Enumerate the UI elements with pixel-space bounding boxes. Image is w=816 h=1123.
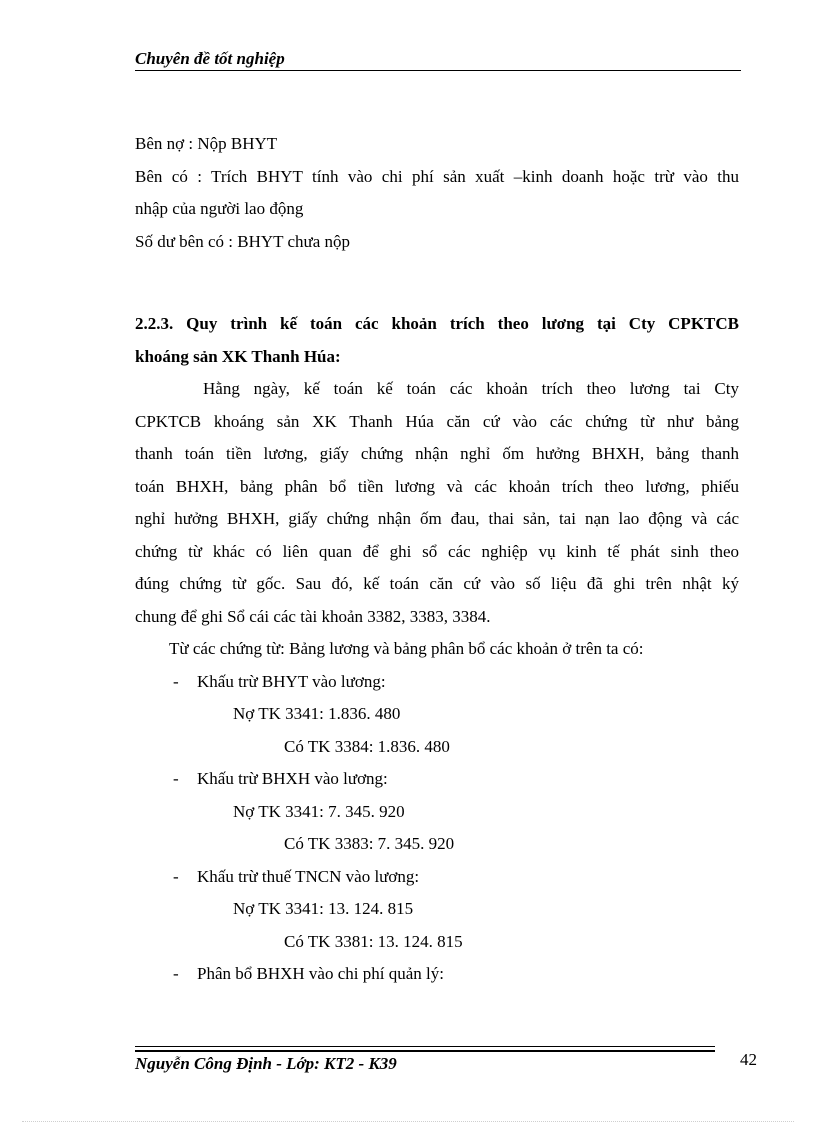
page-edge-dots — [22, 1121, 794, 1122]
paragraph-line: toán BHXH, bảng phân bổ tiền lương và các khoản trích theo lương, phiếu — [135, 476, 739, 496]
intro-line-credit-cont: nhập của người lao động — [135, 199, 304, 218]
credit-entry: Có TK 3381: 13. 124. 815 — [284, 931, 463, 951]
section-heading-line2: khoáng sản XK Thanh Húa: — [135, 346, 341, 366]
debit-entry: Nợ TK 3341: 1.836. 480 — [233, 704, 401, 723]
intro-line-balance: Số dư bên có : BHYT chưa nộp — [135, 231, 351, 251]
bullet-dash: - — [173, 769, 179, 788]
list-item-label: Khấu trừ BHYT vào lương: — [197, 671, 386, 691]
bullet-dash: - — [173, 964, 179, 983]
section-heading-line1: 2.2.3. Quy trình kế toán các khoản trích theo lương tại Cty CPKTCB — [135, 314, 739, 333]
list-item-label: Khấu trừ BHXH vào lương: — [197, 769, 388, 788]
intro-block — [135, 128, 739, 258]
footer-rule-thick — [135, 1050, 715, 1052]
list-item-bhyt — [135, 666, 739, 699]
debit-entry: Nợ TK 3341: 7. 345. 920 — [233, 801, 405, 821]
paragraph-line: CPKTCB khoáng sản XK Thanh Húa căn cứ vào các chứng từ như bảng — [135, 411, 739, 431]
list-item-tncn — [135, 861, 739, 894]
header-rule — [135, 70, 741, 71]
page-header — [135, 48, 741, 72]
footer-rule-thin — [135, 1046, 715, 1047]
bullet-dash: - — [173, 671, 179, 691]
list-item-label: Khấu trừ thuế TNCN vào lương: — [197, 866, 420, 886]
bullet-dash: - — [173, 866, 179, 886]
list-item-allocation — [135, 958, 739, 991]
intro-line-credit: Bên có : Trích BHYT tính vào chi phí sản xuất –kinh doanh hoặc trừ vào thu — [135, 166, 739, 186]
page-footer — [135, 1042, 757, 1082]
lead-in-line: Từ các chứng từ: Bảng lương và bảng phân bổ các khoản ở trên ta có: — [169, 639, 644, 658]
paragraph-line: chứng từ khác có liên quan để ghi sổ các nghiệp vụ kinh tế phát sinh theo — [135, 541, 739, 561]
footer-author: Nguyễn Công Định - Lớp: KT2 - K39 — [135, 1054, 397, 1073]
paragraph-line: đúng chứng từ gốc. Sau đó, kế toán căn cứ vào số liệu đã ghi trên nhật ký — [135, 574, 739, 593]
page-number: 42 — [740, 1050, 757, 1069]
list-item-label: Phân bổ BHXH vào chi phí quản lý: — [197, 964, 444, 983]
debit-entry: Nợ TK 3341: 13. 124. 815 — [233, 899, 414, 918]
credit-entry: Có TK 3383: 7. 345. 920 — [284, 834, 455, 853]
header-title: Chuyên đề tốt nghiệp — [135, 49, 285, 68]
list-item-bhxh — [135, 763, 739, 796]
paragraph-line: chung để ghi Sổ cái các tài khoản 3382, 3383, 3384. — [135, 606, 491, 626]
paragraph-line: Hằng ngày, kế toán kế toán các khoản trích theo lương tai Cty — [203, 379, 739, 398]
intro-line-debit: Bên nợ : Nộp BHYT — [135, 134, 278, 153]
paragraph-line: nghỉ hưởng BHXH, giấy chứng nhận ốm đau, thai sản, tai nạn lao động và các — [135, 509, 739, 528]
section-block — [135, 308, 739, 991]
credit-entry: Có TK 3384: 1.836. 480 — [284, 736, 450, 756]
paragraph-line: thanh toán tiền lương, giấy chứng nhận nghỉ ốm hưởng BHXH, bảng thanh — [135, 444, 739, 463]
